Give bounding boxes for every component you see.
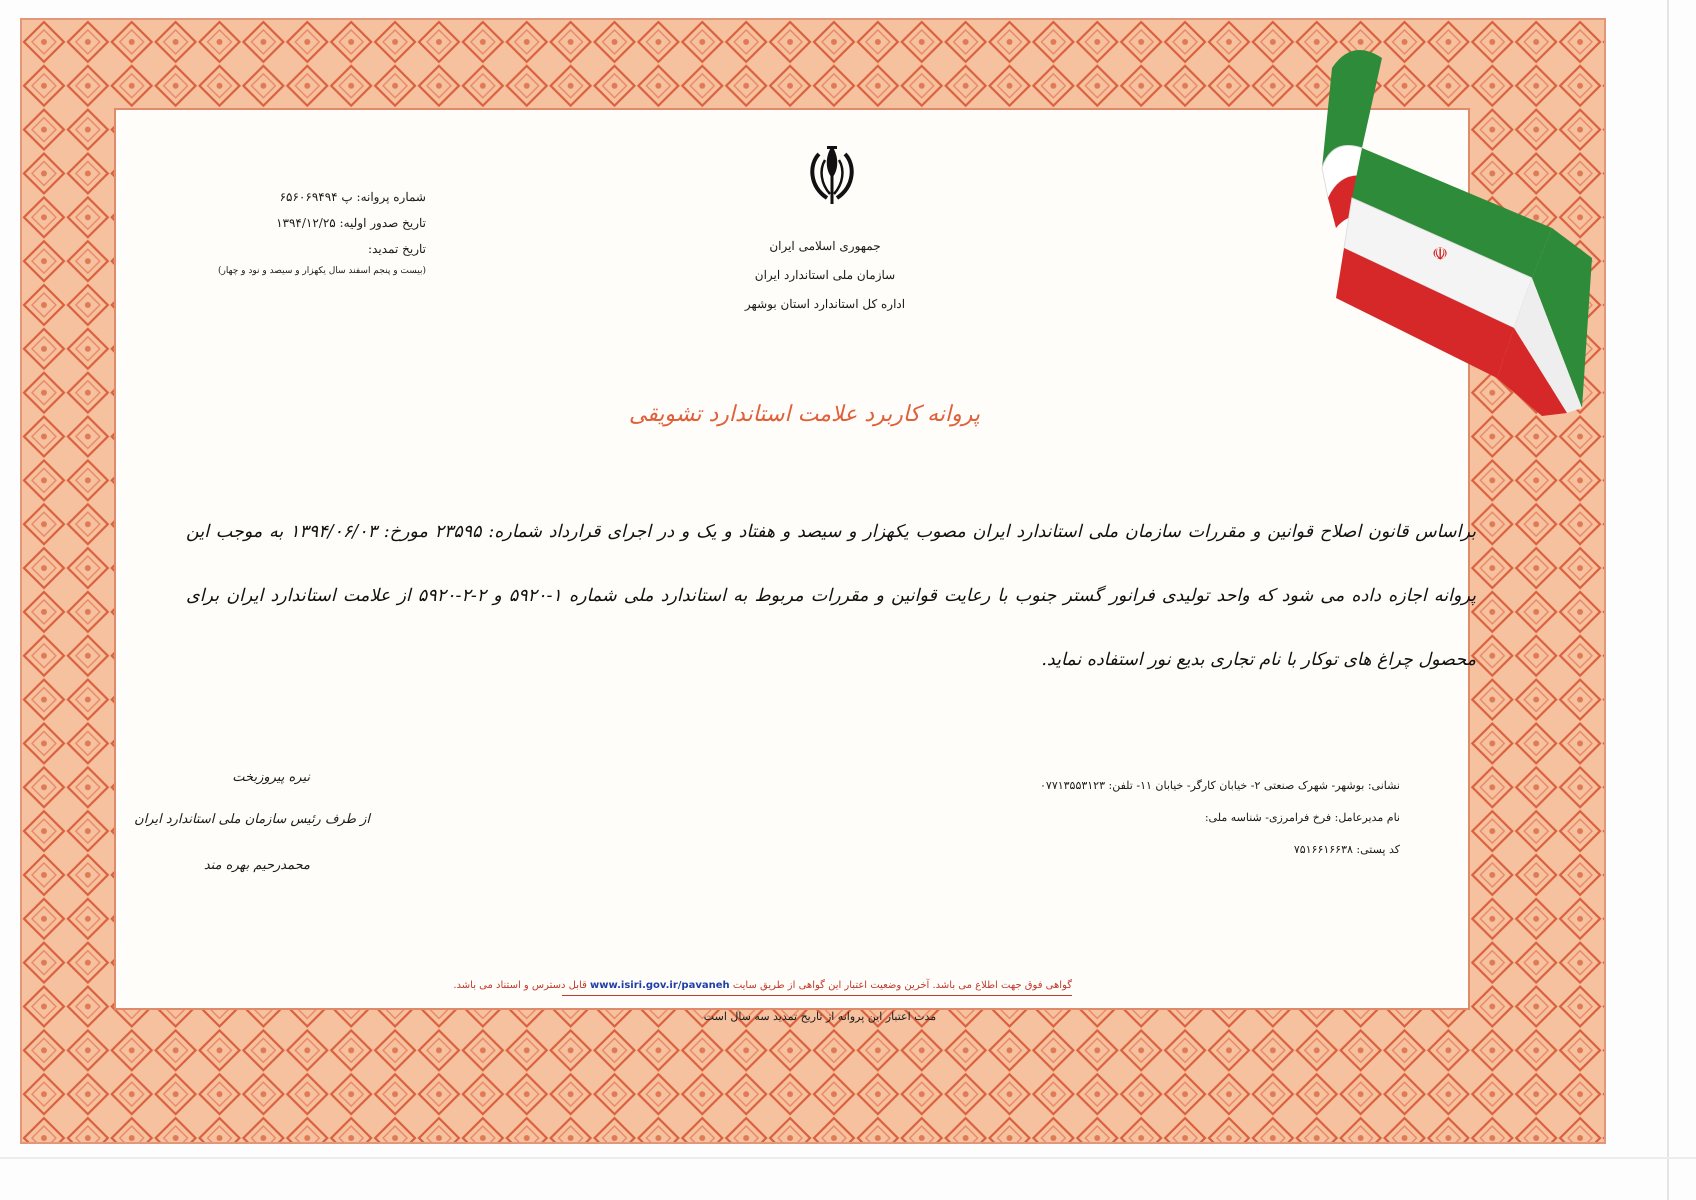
first-issue-date: تاریخ صدور اولیه: ۱۳۹۴/۱۲/۲۵	[276, 216, 426, 230]
company-details	[1040, 770, 1400, 866]
license-meta	[217, 184, 426, 280]
verification-suffix: قابل دسترس و استناد می باشد.	[453, 980, 587, 991]
iran-flag-ribbon	[1292, 28, 1612, 418]
validity-note: مدت اعتبار این پروانه از تاریخ تمدید سه سال است	[703, 1010, 937, 1023]
header-organization: سازمان ملی استاندارد ایران	[754, 268, 896, 282]
certificate-title: پروانه کاربرد علامت استاندارد تشویقی	[628, 402, 980, 427]
header-office: اداره کل استاندارد استان بوشهر	[744, 297, 906, 311]
verification-note	[453, 980, 1072, 996]
signer-role: از طرف رئیس سازمان ملی استاندارد ایران	[134, 812, 370, 827]
company-address: نشانی: بوشهر- شهرک صنعتی ۲- خیابان کارگر- خیابان ۱۱- تلفن: ۰۷۷۱۳۵۵۳۱۲۳	[1040, 779, 1400, 792]
iran-emblem-icon	[797, 140, 867, 210]
issuing-authority	[720, 232, 930, 319]
verification-prefix: گواهی فوق جهت اطلاع می باشد. آخرین وضعیت اعتبار این گواهی از طریق سایت	[732, 980, 1072, 991]
svg-text:☫: ☫	[1432, 244, 1449, 265]
verification-url-link[interactable]: www.isiri.gov.ir/pavaneh	[590, 980, 730, 991]
renewal-date: تاریخ تمدید:	[368, 242, 426, 256]
organization-head-name: محمدرحیم بهره مند	[203, 858, 310, 873]
header-country: جمهوری اسلامی ایران	[769, 239, 881, 253]
company-postal-code: کد پستی: ۷۵۱۶۶۱۶۶۳۸	[1293, 843, 1400, 856]
license-number: شماره پروانه: پ ۶۵۶۰۶۹۴۹۴	[279, 190, 426, 204]
signer-name: نیره پیروزبخت	[232, 770, 310, 785]
scan-edge-line	[0, 1157, 1696, 1159]
company-manager: نام مدیرعامل: فرخ فرامرزی- شناسه ملی:	[1204, 811, 1400, 824]
certificate-body: براساس قانون اصلاح قوانین و مقررات سازمان ملی استاندارد ایران مصوب یکهزار و سیصد و هفتاد و یک و در اجرای قرارداد شماره: ۲۳۵۹۵ مورخ: ۱۳۹۴/۰۶/۰۳ به موجب این پروانه اجازه داده می شود که واحد تولیدی فرانور گستر جنوب با رعایت قوانین و مقررات مربوط به استاندارد ملی شماره ۱-۵۹۲۰ و ۲-۲-۵۹۲۰ از علامت استاندارد ایران برای محصول چراغ های توکار با نام تجاری بدیع نور استفاده نماید.	[186, 522, 1476, 670]
scan-edge-line	[1667, 0, 1669, 1200]
date-in-words: (بیست و پنجم اسفند سال یکهزار و سیصد و نود و چهار)	[217, 266, 426, 276]
